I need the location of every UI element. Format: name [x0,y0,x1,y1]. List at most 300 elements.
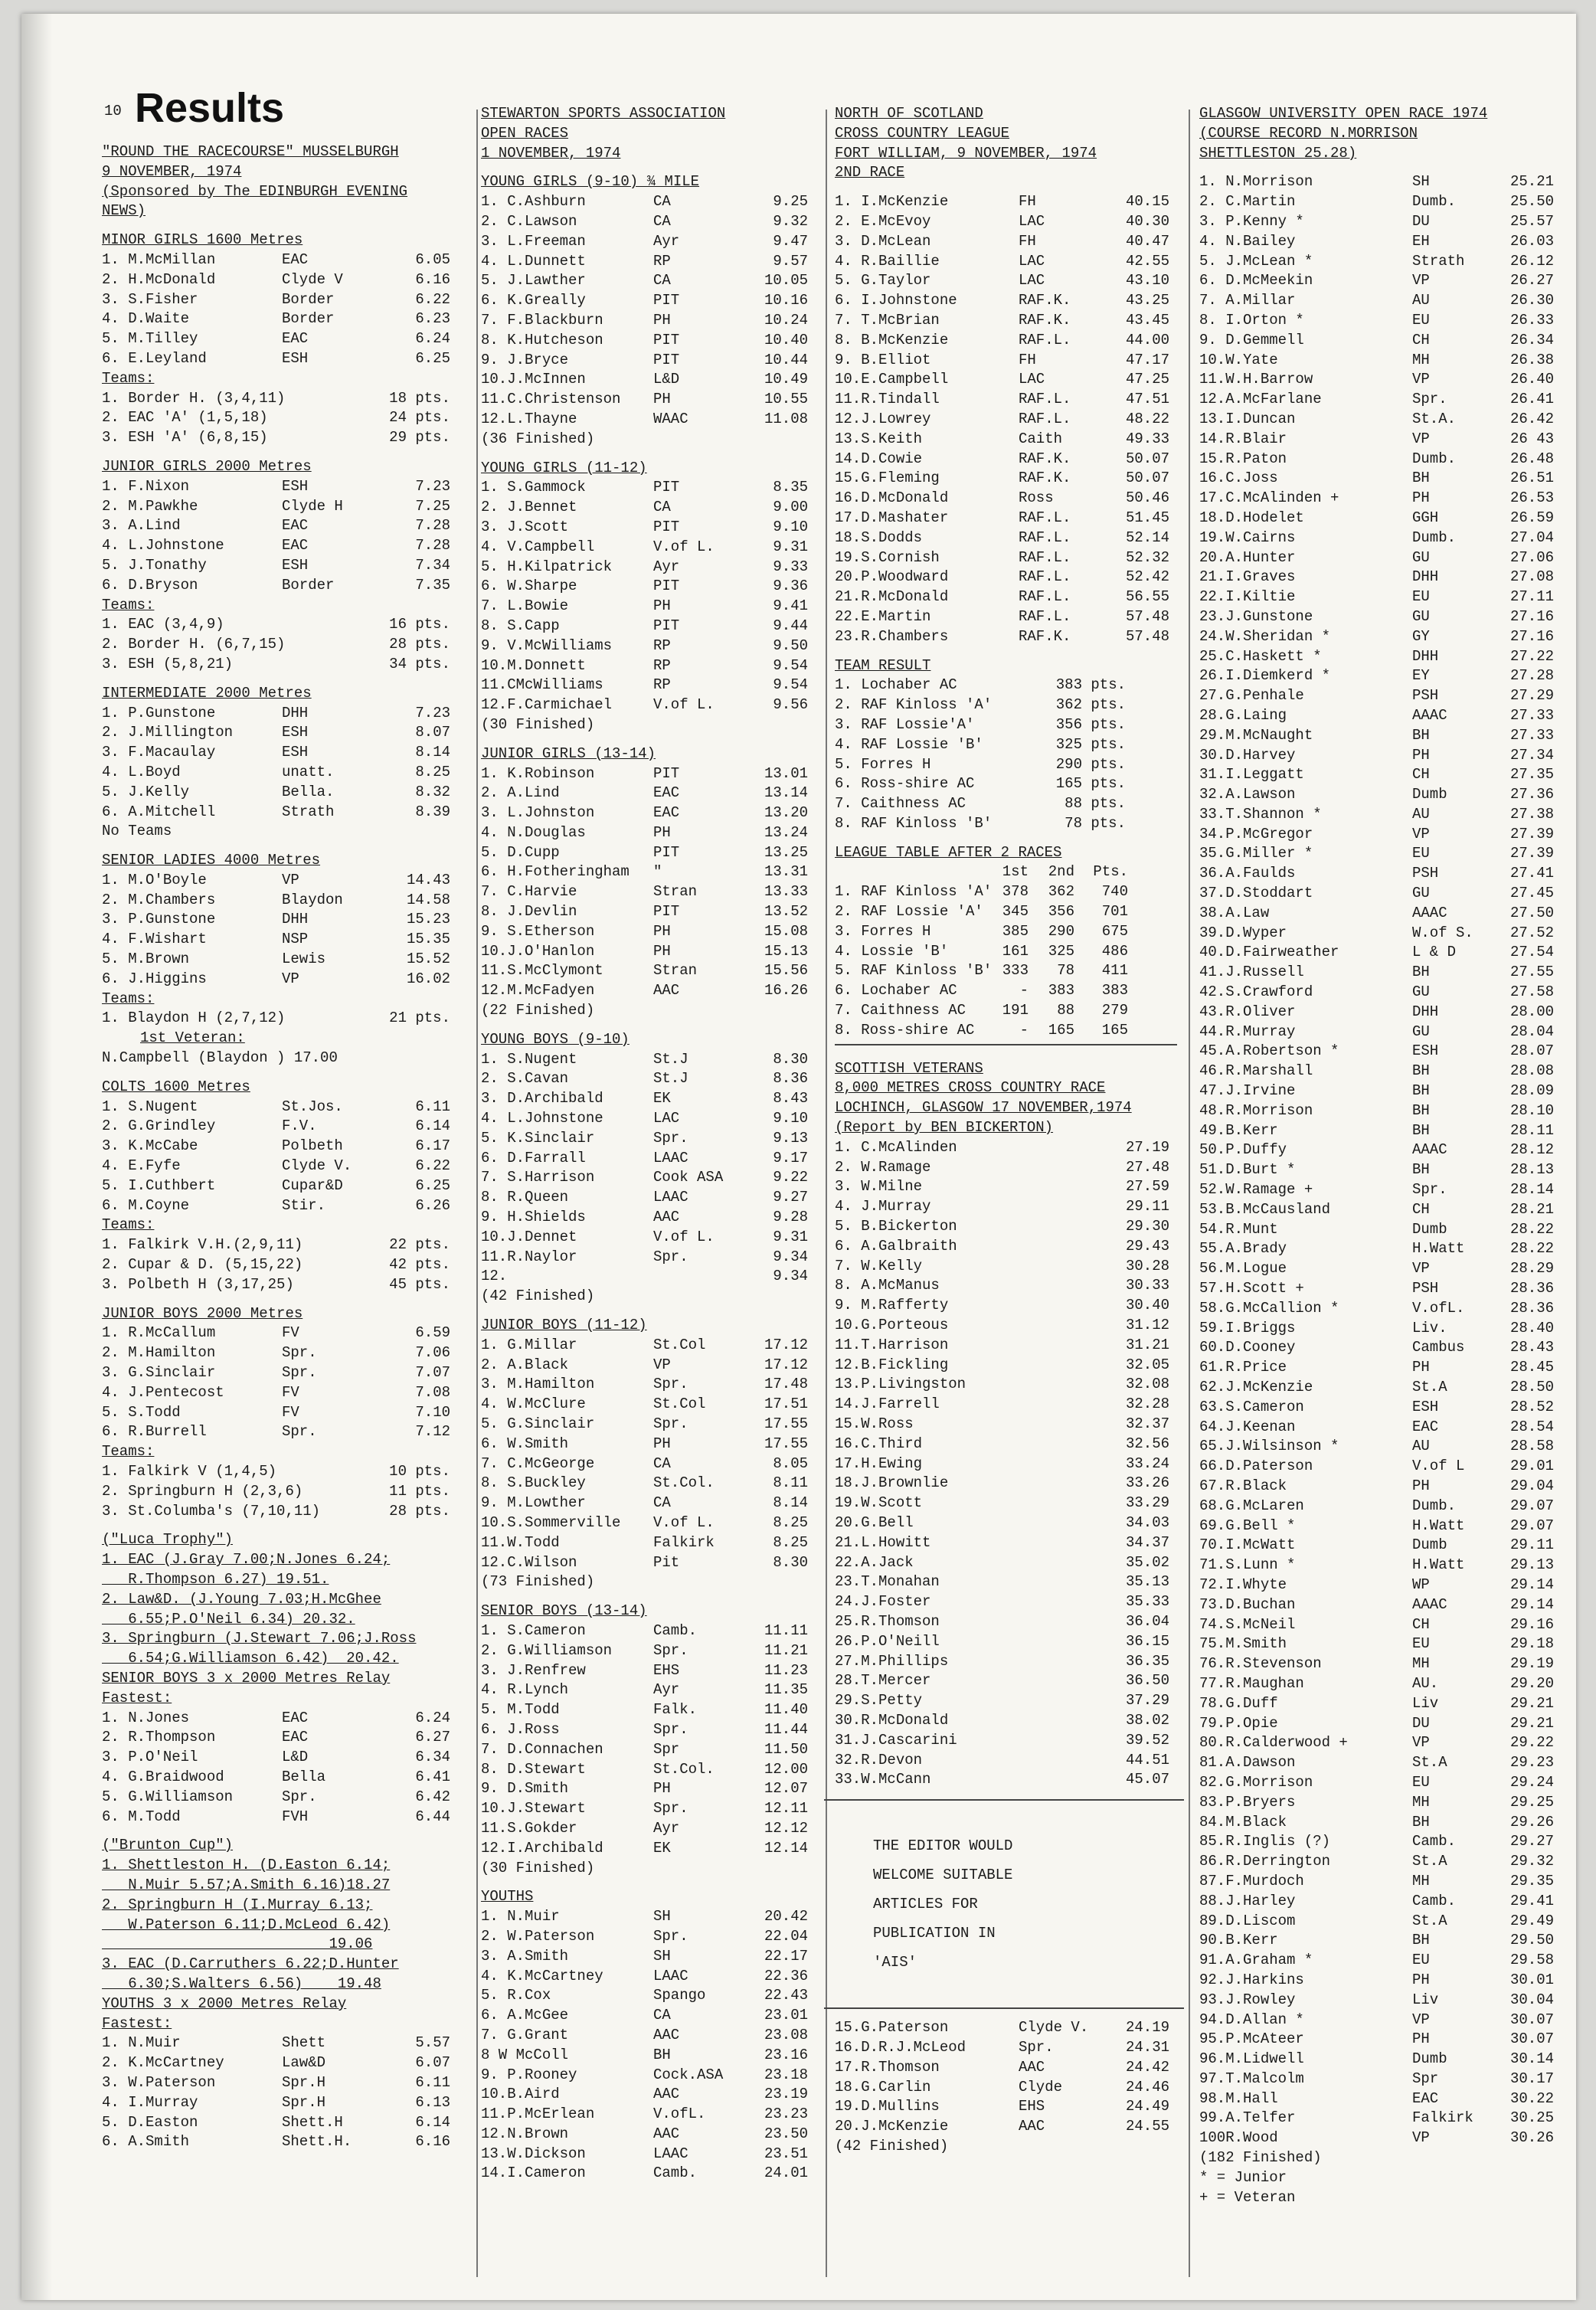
finish-time: 27.41 [1509,865,1554,882]
runner-name: 16.C.Third [835,1435,923,1452]
result-row [835,430,1177,450]
section-gap [835,834,1177,843]
results-section [835,647,1177,834]
runner-name: 52.W.Ramage + [1199,1181,1313,1199]
section-header-line: W.Paterson 6.11;D.McLeod 6.42) [102,1916,391,1933]
finish-time: 36.15 [1125,1632,1169,1650]
finish-time: 27.54 [1509,944,1554,961]
club-name: Cock.ASA [653,2066,724,2083]
club-name: Spr. [653,1129,688,1147]
result-row [835,509,1177,528]
runner-name: 28.T.Mercer [835,1672,931,1690]
finish-time: 6.22 [415,290,450,308]
result-row [1199,2050,1559,2070]
club-name: GU [1412,607,1430,625]
result-row [102,803,473,823]
editor-notice-line: THE EDITOR WOULD [873,1837,1013,1855]
finish-time: 7.28 [415,537,450,555]
finish-time: 15.08 [764,922,808,940]
subheading: Fastest: [102,2014,172,2032]
result-row [481,656,818,676]
finish-time: 13.14 [764,784,808,802]
runner-name: 11.T.Harrison [835,1336,949,1353]
result-row [481,2085,818,2105]
runner-name: 4. L.Johnstone [481,1110,603,1127]
finish-time: 28.29 [1509,1260,1554,1278]
finish-time: 12.07 [764,1780,808,1798]
club-name: Clyde V. [282,1157,352,1175]
finish-time: 9.00 [773,499,808,516]
club-name: Ayr [653,232,680,250]
runner-name: 55.A.Brady [1199,1240,1287,1258]
club-name: AAAC [1412,1595,1447,1613]
club-name: Liv [1412,1694,1439,1712]
club-name: CH [1412,766,1430,784]
result-row [835,1474,1177,1494]
team-result-row [835,676,1177,695]
finish-time: 57.48 [1125,627,1169,645]
result-row [102,891,473,911]
runner-name: 79.P.Opie [1199,1714,1278,1732]
runner-name: 76.R.Stevenson [1199,1655,1322,1673]
league-cell: 3. Forres H [835,922,931,940]
runner-name: 32.A.Lawson [1199,786,1296,803]
club-name: PSH [1412,687,1439,705]
page-gutter-shadow [21,14,52,2300]
club-name: BH [1412,470,1430,487]
result-row [481,1907,818,1927]
finish-time: 36.35 [1125,1652,1169,1670]
result-row [835,1632,1177,1652]
club-name: Pit [653,1553,680,1571]
result-row [481,1927,818,1947]
runner-name: 83.P.Bryers [1199,1793,1296,1811]
result-row [1199,1279,1559,1299]
runner-name: 2. C.Lawson [481,212,577,230]
club-name: Falkirk [653,1533,715,1551]
result-row [481,1621,818,1641]
finish-time: 9.13 [773,1129,808,1147]
column-rule-1 [476,110,478,2277]
result-row [102,1137,473,1157]
club-name: MH [1412,351,1430,368]
result-row [481,764,818,784]
club-name [1019,1572,1104,1592]
section-gap [102,842,473,851]
team-points: 88 pts. [1065,795,1126,813]
finish-time: 8.05 [773,1454,808,1472]
finish-time: 8.07 [415,724,450,741]
runner-name: 5. M.Tilley [102,330,198,348]
finish-time: 28.07 [1509,1042,1554,1060]
runner-name: 20.P.Woodward [835,568,949,586]
results-section [835,104,1177,183]
result-row [102,910,473,930]
club-name: EU [1412,845,1430,862]
finish-time: 52.32 [1125,548,1169,566]
editor-box-top [824,1799,1184,1801]
team-points-row [102,655,473,675]
runner-name: 16.D.McDonald [835,489,949,507]
finish-time: 23.50 [764,2125,808,2142]
result-row [1199,1536,1559,1556]
finish-time: 17.51 [764,1395,808,1413]
runner-name: 89.D.Liscom [1199,1912,1296,1929]
result-row [1199,1793,1559,1813]
team-points: 21 pts. [389,1009,450,1027]
club-name: PIT [653,479,680,496]
team-points-row [102,635,473,655]
club-name: CA [653,1454,671,1472]
league-column-header: 1st [1002,863,1029,881]
finish-time: 30.07 [1509,2011,1554,2028]
result-row [835,1276,1177,1296]
finish-time: 8.11 [773,1474,808,1492]
runner-name: 21.L.Howitt [835,1533,931,1551]
club-name [1019,1474,1104,1494]
race-heading: YOUNG GIRLS (9-10) ¾ MILE [481,173,700,191]
runner-name: 7. S.Harrison [481,1169,595,1186]
club-name: AAC [653,2125,680,2142]
finish-time: 9.33 [773,558,808,575]
club-name: " [653,863,662,881]
finish-time: 27.22 [1509,647,1554,665]
finishers-note: (36 Finished) [481,430,595,447]
result-row [481,1129,818,1149]
result-row [1199,1852,1559,1872]
runner-name: 14.I.Cameron [481,2164,586,2182]
finish-time: 6.44 [415,1808,450,1825]
finish-time: 20.42 [764,1908,808,1926]
club-name: RP [653,636,671,654]
runner-name: 2. M.Hamilton [102,1344,216,1362]
finish-time: 27.08 [1509,568,1554,586]
club-name: V.of L. [653,538,715,555]
club-name: RP [653,252,671,270]
subheading: Teams: [102,369,155,387]
results-section [102,675,473,842]
finish-time: 32.37 [1125,1415,1169,1432]
league-cell: 165 [1101,1021,1128,1039]
club-name [1019,1177,1104,1197]
team-result-row [835,755,1177,775]
club-name: RAF.K. [1019,470,1071,487]
club-name: Dumb [1412,1220,1447,1238]
club-name: VP [1412,272,1430,290]
runner-name: 6. J.Ross [481,1720,560,1738]
finish-time: 33.29 [1125,1494,1169,1512]
club-name: PIT [653,292,680,309]
column-4 [1199,104,1559,2207]
result-row [481,1533,818,1553]
league-column-header: 2nd [1048,863,1074,881]
finish-time: 28.22 [1509,1240,1554,1258]
editor-notice-line: ARTICLES FOR [873,1896,978,1913]
result-row [102,1748,473,1768]
runner-name: 64.J.Keenan [1199,1418,1296,1435]
section-header-line: NEWS) [102,202,146,220]
finish-time: 27.33 [1509,706,1554,724]
finish-time: 57.48 [1125,607,1169,625]
team-points: 18 pts. [389,389,450,407]
league-row [835,1021,1177,1041]
runner-name: 3. D.McLean [835,232,931,250]
section-header-line: 6.55;P.O'Neil 6.34) 20.32. [102,1610,355,1628]
result-row [835,587,1177,607]
result-row [835,1770,1177,1790]
finish-time: 9.32 [773,212,808,230]
result-row [481,1050,818,1070]
finish-time: 7.23 [415,704,450,721]
finish-time: 6.11 [415,2073,450,2091]
result-row [1199,1239,1559,1259]
result-row [1199,1299,1559,1319]
runner-name: 3. A.Lind [102,517,181,535]
team-points-row [102,1009,473,1029]
result-row [102,270,473,290]
result-row [481,1474,818,1494]
runner-name: 65.J.Wilsinson * [1199,1438,1339,1455]
finish-time: 9.10 [773,518,808,535]
club-name: Dumb. [1412,450,1457,467]
results-section [102,842,473,1068]
result-row [481,1356,818,1376]
result-row [481,2164,818,2184]
subheading: Teams: [102,1443,155,1461]
result-row [481,351,818,371]
result-row [1199,192,1559,212]
finish-time: 23.16 [764,2046,808,2063]
team-points: 28 pts. [389,636,450,653]
result-row [1199,805,1559,825]
runner-name: 88.J.Harley [1199,1892,1296,1909]
result-row [835,1375,1177,1395]
club-name [1019,1533,1104,1553]
club-name: Spango [653,1987,706,2004]
finish-time: 9.28 [773,1209,808,1226]
runner-name: 39.D.Wyper [1199,924,1287,941]
runner-name: 2. H.McDonald [102,270,216,288]
club-name: BH [1412,1121,1430,1139]
club-name: Dumb [1412,786,1447,803]
league-cell: 411 [1101,962,1128,980]
finish-time: 24.49 [1125,2098,1169,2115]
league-header-row [835,862,1177,882]
runner-name: 43.R.Oliver [1199,1003,1296,1020]
runner-name: 1. N.Jones [102,1709,190,1726]
result-row [102,1196,473,1216]
result-row [481,676,818,695]
club-name: St.A [1412,1379,1447,1395]
result-row [481,291,818,311]
runner-name: 46.R.Marshall [1199,1062,1313,1080]
result-row [481,1375,818,1395]
result-row [1199,647,1559,667]
result-row [481,2066,818,2086]
result-row [1199,1733,1559,1753]
section-header-line: 9 NOVEMBER, 1974 [102,162,242,180]
club-name [1019,1316,1104,1336]
team-points: 24 pts. [389,409,450,427]
runner-name: 35.G.Miller * [1199,845,1313,862]
runner-name: 87.F.Murdoch [1199,1872,1304,1890]
finish-time: 14.58 [406,891,450,908]
runner-name: 3. A.Smith [481,1947,569,1965]
club-name: AU. [1412,1674,1439,1692]
finish-time: 6.24 [415,1709,450,1726]
club-name: PH [653,1435,671,1452]
runner-name: 14.R.Blair [1199,430,1287,447]
results-section [835,1050,1177,1790]
club-name [1019,1632,1104,1652]
section-header-line: ("Brunton Cup") [102,1837,234,1854]
finish-time: 9.22 [773,1169,808,1186]
runner-name: 1. P.Gunstone [102,704,216,721]
team-result-row [835,794,1177,814]
result-row [1199,1200,1559,1220]
club-name: W.of S. [1412,924,1473,941]
result-row [1199,509,1559,528]
league-cell: 5. RAF Kinloss 'B' [835,962,992,980]
team-name: 2. EAC 'A' (1,5,18) [102,409,268,427]
result-row [1199,430,1559,450]
club-name: LAAC [653,2145,688,2162]
result-row [1199,1694,1559,1714]
finish-time: 6.42 [415,1788,450,1805]
runner-name: 1. K.Robinson [481,764,595,782]
club-name [1019,1138,1104,1158]
result-row [1199,1418,1559,1438]
club-name: RP [653,676,671,694]
finish-time: 52.42 [1125,568,1169,586]
section-gap [102,448,473,457]
runner-name: 5. R.Cox [481,1987,551,2004]
club-name: ESH [282,477,309,495]
result-row [481,1454,818,1474]
section-header-line: (COURSE RECORD N.MORRISON [1199,124,1418,142]
result-row [1199,765,1559,785]
club-name: DHH [1412,647,1439,665]
finish-time: 30.25 [1509,2109,1554,2127]
result-row [835,1711,1177,1731]
result-row [1199,1398,1559,1418]
runner-name: 3. J.Renfrew [481,1661,586,1679]
race-heading: YOUNG BOYS (9-10) [481,1030,630,1048]
team-points: 362 pts. [1055,696,1126,714]
club-name: ESH [282,556,309,574]
runner-name: 12.L.Thayne [481,410,577,427]
finish-time: 8.32 [415,783,450,800]
result-row [481,862,818,882]
team-points: 22 pts. [389,1236,450,1254]
runner-name: 1. S.Gammock [481,479,586,496]
club-name: RAF.L. [1019,391,1071,408]
subheading: Teams: [102,1216,155,1234]
race-heading: YOUTHS 3 x 2000 Metres Relay [102,1994,347,2012]
result-row [481,311,818,331]
section-header-line: 2ND RACE [835,164,905,182]
team-name: 3. ESH (5,8,21) [102,655,234,672]
club-name: Law&D [282,2054,326,2072]
runner-name: 3. W.Paterson [102,2073,216,2091]
club-name: DHH [282,911,309,928]
club-name: EAC [282,1729,309,1746]
club-name [1019,1592,1104,1612]
club-name: Strath [282,803,335,820]
finish-time: 30.33 [1125,1277,1169,1294]
finish-time: 26.48 [1509,450,1554,467]
result-row [1199,1042,1559,1062]
result-row [1199,1081,1559,1101]
runner-name: 19.W.Cairns [1199,528,1296,546]
club-name: V.of L. [653,696,715,714]
result-row [835,1671,1177,1691]
club-name: AAC [653,1209,680,1226]
league-cell: 383 [1048,982,1074,1000]
finish-time: 48.22 [1125,410,1169,427]
result-row [835,311,1177,331]
club-name: PH [1412,1971,1430,1988]
club-name: PH [653,1780,671,1798]
club-name: H.Watt [1412,1517,1465,1534]
finish-time: 30.01 [1509,1971,1554,1988]
finish-time: 27.04 [1509,528,1554,546]
club-name: ESH [282,349,309,367]
finish-time: 5.57 [415,2034,450,2052]
club-name: Spr. [653,1415,688,1432]
club-name: VP [1412,2129,1430,2147]
club-name: VP [1412,1260,1430,1278]
club-name: WP [1412,1575,1430,1593]
club-name: RAF.L. [1019,410,1071,427]
runner-name: 1. S.Nugent [102,1098,198,1115]
result-row [1199,2109,1559,2128]
result-row [102,250,473,270]
club-name: Spr. [653,1720,688,1738]
club-name: EAC [282,250,309,268]
finish-time: 28.58 [1509,1438,1554,1455]
club-name: PH [653,922,671,940]
club-name: Dumb [1412,1536,1447,1554]
result-row [102,2034,473,2053]
finish-time: 7.06 [415,1344,450,1362]
result-row [481,1720,818,1740]
finishers-note: No Teams [102,823,172,840]
league-column-header [835,862,992,882]
team-name: 6. Ross-shire AC [835,775,975,793]
runner-name: 26.I.Diemkerd * [1199,667,1331,685]
column-rule-3 [1189,110,1190,2277]
runner-name: 3. K.McCabe [102,1137,198,1155]
runner-name: 15.G.Fleming [835,470,940,487]
finish-time: 6.16 [415,2133,450,2151]
finish-time: 29.07 [1509,1497,1554,1514]
finish-time: 29.32 [1509,1853,1554,1870]
club-name: AAAC [1412,1141,1447,1159]
club-name: CA [653,193,671,211]
result-row [835,192,1177,212]
finish-time: 31.12 [1125,1317,1169,1334]
finish-time: 7.07 [415,1364,450,1382]
club-name: St.Col. [653,1474,715,1492]
result-row [835,1494,1177,1513]
result-row [835,607,1177,627]
club-name: FH [1019,232,1036,250]
club-name: LAC [1019,272,1045,290]
finish-time: 7.10 [415,1403,450,1421]
runner-name: 6. D.McMeekin [1199,272,1313,290]
finish-time: 45.07 [1125,1771,1169,1788]
